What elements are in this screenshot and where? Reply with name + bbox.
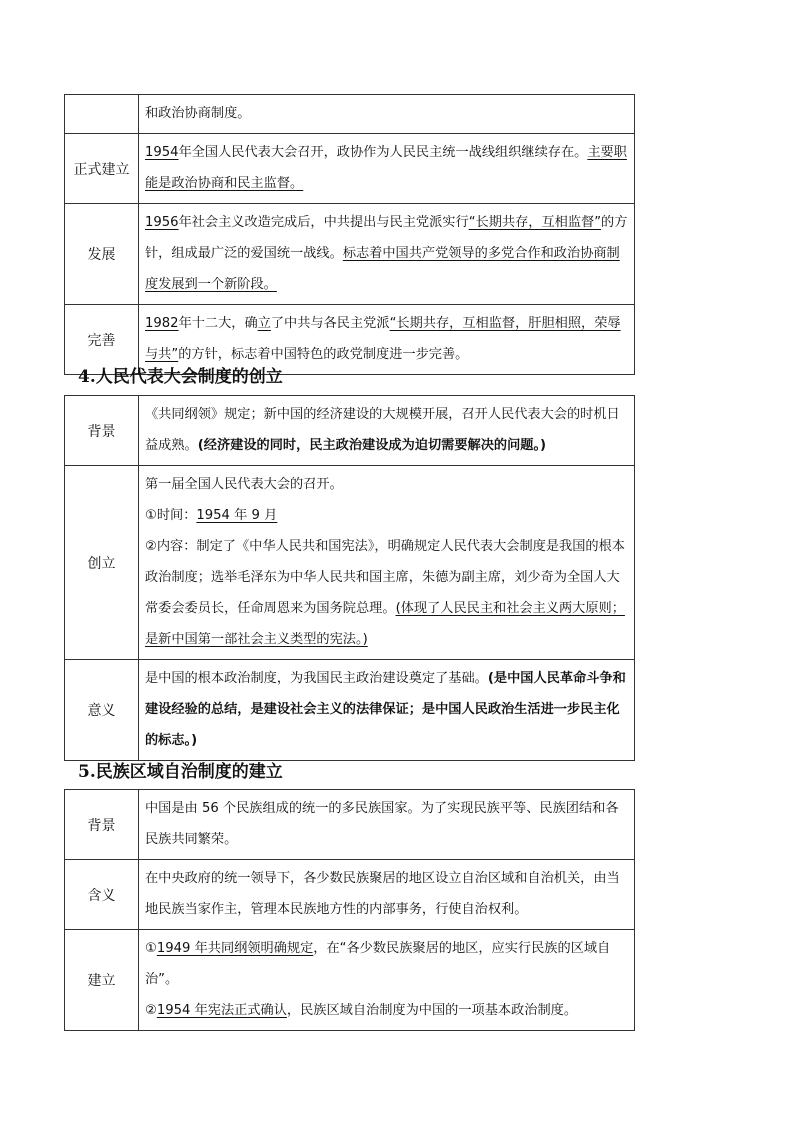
underlined-text: (体现了人民民主和社会主义两大原则；是新中国第一部社会主义类型的宪法。) (145, 601, 625, 647)
content-text: ① (145, 941, 157, 956)
content-text: 在中央政府的统一领导下，各少数民族聚居的地区设立自治区域和自治机关，由当地民族当家作主，管理本民族地方性的内部事务，行使自治权利。 (145, 871, 620, 917)
content-text: ①时间： (145, 508, 197, 523)
row-label: 意义 (65, 660, 139, 761)
table-row (65, 204, 635, 305)
table-row (65, 466, 635, 660)
row-label: 正式建立 (65, 134, 139, 204)
content-text: 年十二大，确 (178, 316, 258, 331)
content-text: 年全国人民代表大会召开，政协作为人民民主统一战线组织继续存在。 (178, 145, 588, 160)
row-content (139, 466, 635, 660)
underlined-text: 1954 年 9 月 (196, 508, 278, 523)
row-label: 含义 (65, 860, 139, 930)
content-text: ②内容：制定了《中华人民共和国宪法》，明确规定人民代表大会制度是我国的根本政治制度；选举毛泽东为中华人民共和国主席，朱德为副主席，刘少奇为全国人大常委会委员长，任命周恩来为国务院总理。 (145, 539, 625, 616)
underlined-text: 1954 年宪法正式确认 (156, 1003, 287, 1018)
year-underlined: 1982 (145, 316, 179, 331)
ethnic-autonomy-table (64, 789, 635, 1031)
row-label: 背景 (65, 790, 139, 860)
content-text: 第一届全国人民代表大会的召开。 (145, 477, 343, 492)
content-line (145, 933, 628, 995)
table-row (65, 134, 635, 204)
content-text: ，在“各少数民族聚居的地区，应实行民族的区域自治”。 (145, 941, 611, 987)
content-text: 是中国的根本政治制度，为我国民主政治建设奠定了基础。 (145, 671, 488, 686)
time-line (145, 500, 628, 531)
section-heading: 4.人民代表大会制度的创立 (78, 367, 283, 387)
row-label: 创立 (65, 466, 139, 660)
content-text: 中国是由 56 个民族组成的统一的多民族国家。为了实现民族平等、民族团结和各民族共同繁荣。 (145, 801, 619, 847)
row-label: 完善 (65, 305, 139, 375)
table-row (65, 790, 635, 860)
content-line (145, 531, 628, 655)
row-content (139, 204, 635, 305)
table-row (65, 860, 635, 930)
row-label: 发展 (65, 204, 139, 305)
content-text: 年社会主义改造完成后，中共提出与民主党派实行 (178, 215, 469, 230)
bold-text: (经济建设的同时，民主政治建设成为迫切需要解决的问题。) (197, 438, 547, 453)
row-content (139, 660, 635, 761)
bold-text: (是中国人民革命斗争和建设经验的总结，是建设社会主义的法律保证；是中国人民政治生活进一步民主化的标志。) (145, 671, 626, 748)
underlined-text: 标志着中国共产党领导的多党合作和政治协商制度发展到一个新阶段。 (145, 246, 620, 292)
row-content (139, 95, 635, 134)
section-heading: 5.民族区域自治制度的建立 (78, 762, 283, 782)
row-label: 建立 (65, 930, 139, 1031)
underlined-text: 主要职能是政治协商和民主监督。 (145, 145, 627, 191)
content-text: 了中共与各民主党派 (270, 316, 390, 331)
year-underlined: 1954 (145, 145, 179, 160)
content-text: 的方针，标志着中国特色的政党制度进一步完善。 (178, 347, 469, 362)
underlined-text: “长期共存，互相监督” (468, 215, 602, 230)
underlined-text: 1949 年共同纲领明确规定 (156, 941, 314, 956)
underlined-text: 立 (257, 316, 271, 331)
row-content (139, 396, 635, 466)
underlined-text: “长期共存，互相监督，肝胆相照，荣辱与共” (145, 316, 621, 362)
content-text: 《共同纲领》规定；新中国的经济建设的大规模开展，召开人民代表大会的时机日益成熟。 (145, 407, 620, 453)
year-underlined: 1956 (145, 215, 179, 230)
row-label (65, 95, 139, 134)
table-row (65, 660, 635, 761)
cppcc-table (64, 94, 635, 375)
row-content (139, 930, 635, 1031)
row-content (139, 860, 635, 930)
table-row (65, 930, 635, 1031)
table-row (65, 95, 635, 134)
row-label: 背景 (65, 396, 139, 466)
content-line (145, 995, 628, 1026)
row-content (139, 790, 635, 860)
row-content (139, 134, 635, 204)
content-text: 的方针，组成最广泛的爱国统一战线。 (145, 215, 628, 261)
content-text: ② (145, 1003, 157, 1018)
npc-table (64, 395, 635, 761)
table-row (65, 396, 635, 466)
content-text: 和政治协商制度。 (145, 106, 251, 121)
content-text: ，民族区域自治制度为中国的一项基本政治制度。 (286, 1003, 578, 1018)
